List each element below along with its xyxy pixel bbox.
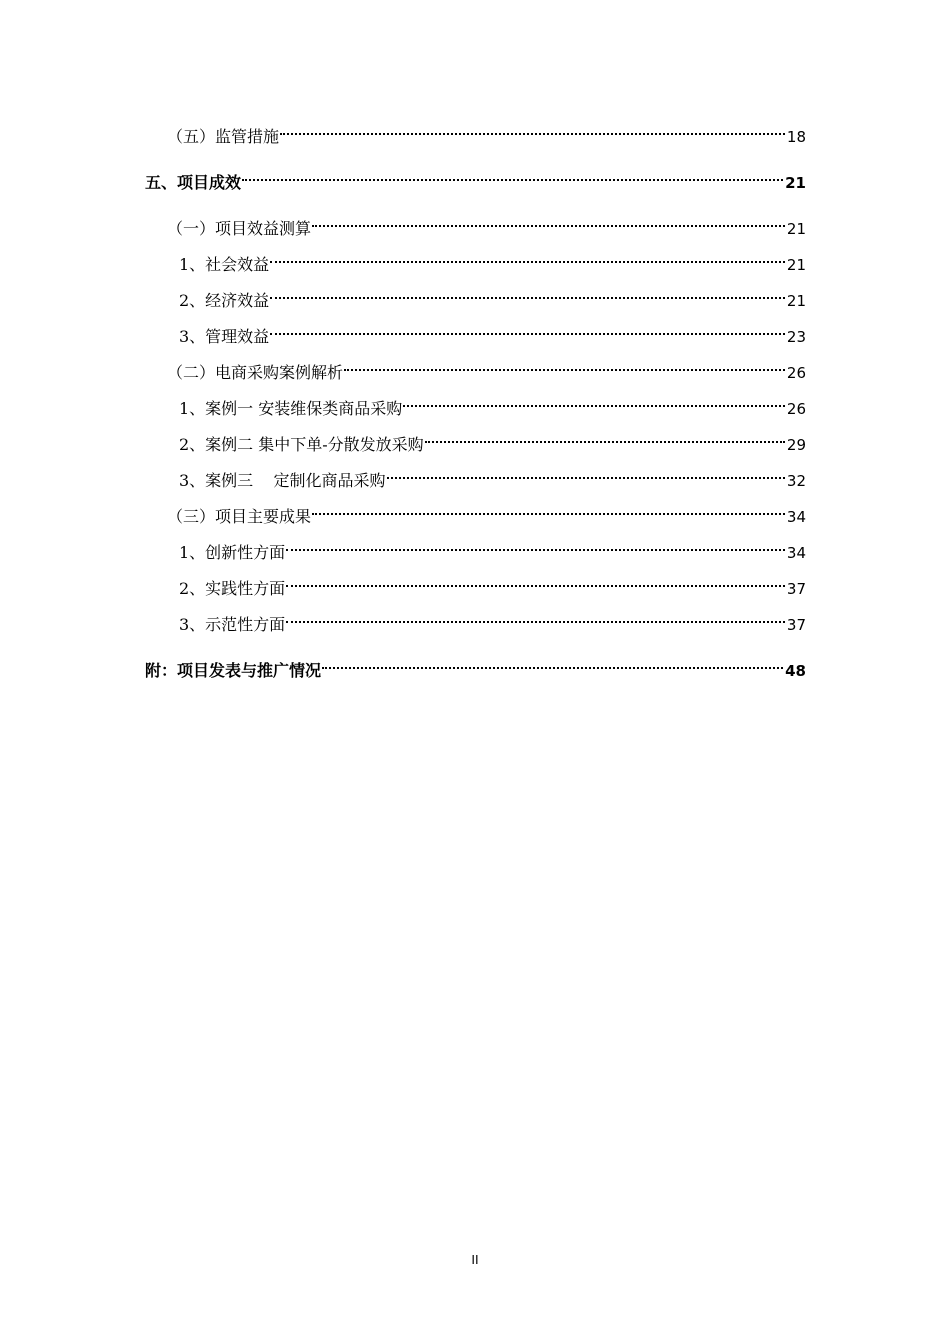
toc-entry-title: 1、案例一 安装维保类商品采购 <box>179 399 403 418</box>
toc-dot-leader <box>322 648 783 676</box>
toc-entry-page: 29 <box>786 436 806 454</box>
toc-entry-title: 2、实践性方面 <box>179 579 286 598</box>
toc-entry-page: 34 <box>786 544 806 562</box>
toc-entry-page: 21 <box>785 174 806 192</box>
toc-dot-leader <box>280 114 785 142</box>
toc-dot-leader <box>286 530 785 558</box>
toc-entry[interactable] <box>145 242 806 278</box>
toc-entry-page: 26 <box>786 364 806 382</box>
toc-entry[interactable] <box>145 160 806 196</box>
toc-entry-page: 18 <box>786 128 806 146</box>
toc-entry-title: 2、案例二 集中下单-分散发放采购 <box>179 435 424 454</box>
toc-entry-page: 21 <box>786 256 806 274</box>
toc-entry[interactable] <box>145 350 806 386</box>
toc-entry[interactable] <box>145 458 806 494</box>
toc-dot-leader <box>286 602 785 630</box>
toc-entry[interactable] <box>145 114 806 150</box>
toc-entry[interactable] <box>145 602 806 638</box>
toc-dot-leader <box>312 206 785 234</box>
toc-entry-page: 37 <box>786 616 806 634</box>
toc-entry-title: （三）项目主要成果 <box>167 507 312 526</box>
toc-entry[interactable] <box>145 530 806 566</box>
toc-dot-leader <box>270 314 785 342</box>
toc-entry-page: 48 <box>785 662 806 680</box>
toc-entry[interactable] <box>145 422 806 458</box>
toc-dot-leader <box>270 278 785 306</box>
toc-entry-title: 1、社会效益 <box>179 255 270 274</box>
toc-entry-title: （五）监管措施 <box>167 127 280 146</box>
toc-dot-leader <box>242 160 783 188</box>
toc-dot-leader <box>270 242 785 270</box>
toc-entry-title: 附：项目发表与推广情况 <box>145 661 322 680</box>
toc-dot-leader <box>387 458 785 486</box>
toc-entry[interactable] <box>145 494 806 530</box>
toc-entry-page: 32 <box>786 472 806 490</box>
toc-entry-page: 26 <box>786 400 806 418</box>
toc-entry-title: （一）项目效益测算 <box>167 219 312 238</box>
toc-entry-page: 34 <box>786 508 806 526</box>
toc-entry-title: 1、创新性方面 <box>179 543 286 562</box>
toc-entry-title: （二）电商采购案例解析 <box>167 363 344 382</box>
toc-dot-leader <box>312 494 785 522</box>
toc-entry-title: 3、示范性方面 <box>179 615 286 634</box>
toc-entry-title: 3、管理效益 <box>179 327 270 346</box>
toc-entry-title: 2、经济效益 <box>179 291 270 310</box>
toc-entry[interactable] <box>145 386 806 422</box>
toc-entry-page: 37 <box>786 580 806 598</box>
toc-dot-leader <box>425 422 785 450</box>
toc-entry-title: 3、案例三 定制化商品采购 <box>179 471 386 490</box>
toc-entry[interactable] <box>145 314 806 350</box>
toc-entry-page: 21 <box>786 220 806 238</box>
page-number: II <box>471 1252 479 1267</box>
toc-dot-leader <box>286 566 785 594</box>
toc-entry[interactable] <box>145 566 806 602</box>
toc-entry[interactable] <box>145 278 806 314</box>
toc-entry-page: 21 <box>786 292 806 310</box>
toc-dot-leader <box>344 350 785 378</box>
toc-entry-title: 五、项目成效 <box>145 173 242 192</box>
toc-entry[interactable] <box>145 206 806 242</box>
toc-entry-page: 23 <box>786 328 806 346</box>
toc-dot-leader <box>403 386 785 414</box>
toc-entry[interactable] <box>145 648 806 684</box>
table-of-contents <box>145 114 806 694</box>
